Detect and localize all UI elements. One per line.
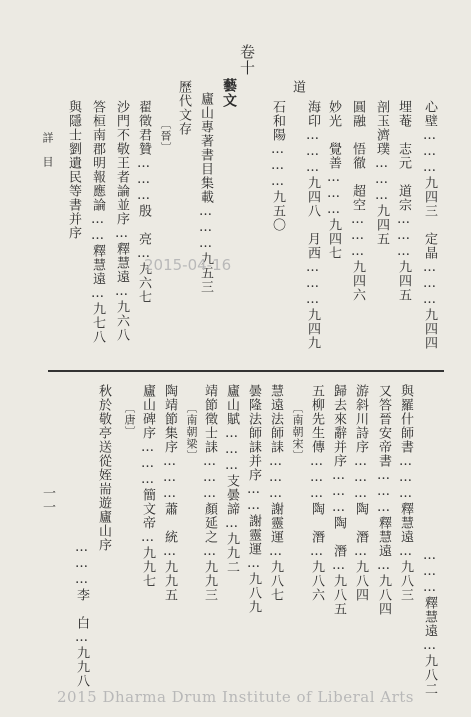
toc-entry: 秋於敬亭送從姪耑遊廬山序 [96, 384, 111, 552]
dynasty-heading: 〔南朝梁〕 [185, 402, 198, 462]
toc-entry: 沙門不敬王者論並序…釋慧遠…九六八 [114, 100, 129, 342]
date-watermark: 2015-04-16 [144, 256, 232, 274]
toc-entry: 答桓南郡明報應論……釋慧遠…九七八 [90, 100, 105, 344]
toc-entry: 翟徵君贊………殷 亮…九六七 [136, 100, 151, 304]
toc-entry: 石和陽………九五〇 [270, 100, 285, 232]
toc-entry: 心壁………九四三 定晶………九四四 [422, 100, 437, 350]
dynasty-heading: 〔唐〕 [123, 402, 136, 438]
toc-entry: 歸去來辭并序………陶 潛…九八五 [331, 384, 346, 616]
toc-entry: 廬山專著書目集載………九五三 [198, 92, 213, 294]
toc-entry: 海印………九四八 月西………九四九 [305, 100, 320, 350]
toc-entry: 廬山碑序………簡文帝…九九七 [140, 384, 155, 588]
margin-label: 詳 目 [41, 132, 54, 168]
toc-entry: 五柳先生傳………陶 潛…九八六 [309, 384, 324, 602]
footer-institution: 2015 Dharma Drum Institute of Liberal Arts [57, 688, 414, 706]
toc-entry: ………釋慧遠…九八二 [422, 548, 437, 696]
toc-entry: 剖玉濟璞………九四五 [374, 100, 389, 246]
toc-entry: 與羅什師書………釋慧遠…九八三 [398, 384, 413, 602]
section-title: 藝文 [221, 78, 237, 108]
page-number: 一一 [40, 486, 55, 514]
toc-entry: 曇隆法師誄并序……謝靈運…九八九 [246, 384, 261, 614]
toc-entry: 與隱士劉遺民等書并序 [66, 100, 81, 240]
toc-entry: 慧遠法師誄………謝靈運…九八七 [268, 384, 283, 602]
subsection-heading: 道 [290, 80, 305, 94]
toc-entry: 埋菴 志元 道宗………九四五 [396, 100, 411, 302]
subsection-heading: 歷代文存 [176, 80, 191, 136]
toc-entry: 廬山賦………支曇諦…九九二 [224, 384, 239, 574]
toc-entry: ………李 白…九九八 [74, 540, 89, 688]
chapter-title: 卷十 [238, 44, 256, 76]
page-divider [48, 370, 444, 372]
dynasty-heading: 〔南朝宋〕 [291, 402, 304, 462]
toc-entry: 圓融 悟徹 超空………九四六 [350, 100, 365, 302]
toc-entry: 靖節徵士誄………顏延之…九九三 [202, 384, 217, 602]
dynasty-heading: 〔晉〕 [159, 118, 172, 154]
toc-entry: 妙光 覺善………九四七 [326, 100, 341, 260]
toc-entry: 陶靖節集序………蕭 統…九九五 [162, 384, 177, 602]
toc-entry: 又答晉安帝書………釋慧遠…九八四 [376, 384, 391, 616]
toc-entry: 游斜川詩序………陶 潛…九八四 [353, 384, 368, 602]
